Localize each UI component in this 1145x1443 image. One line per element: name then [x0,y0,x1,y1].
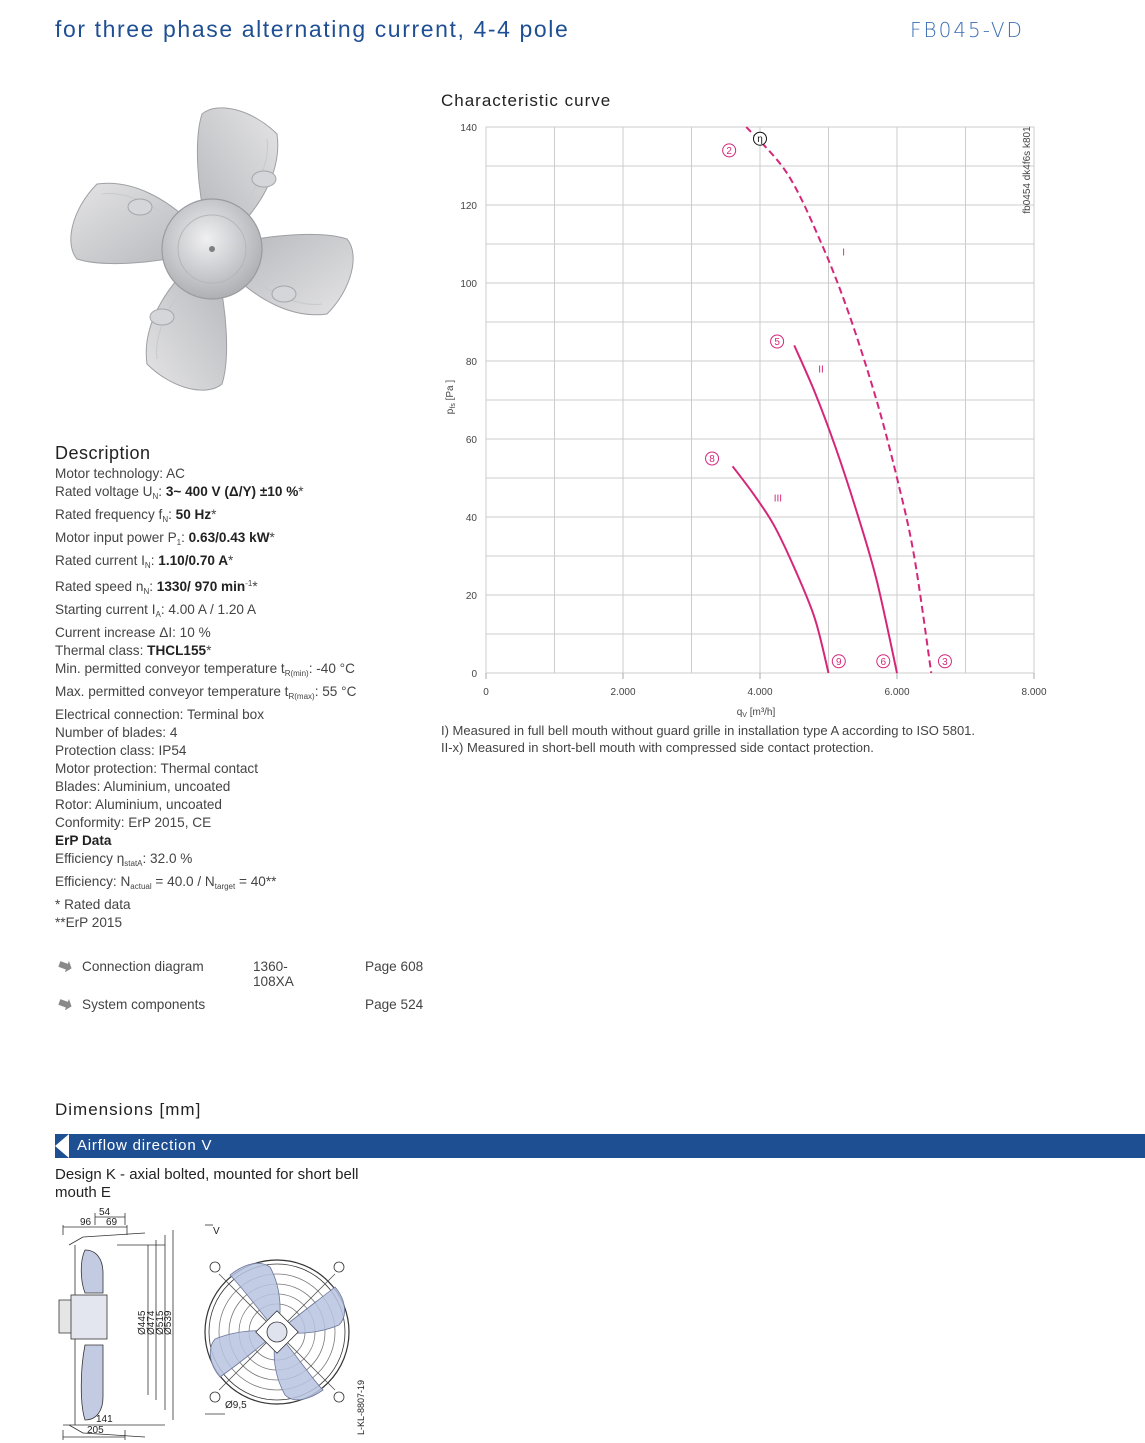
description-text: * [298,484,304,499]
reference-page[interactable]: Page 524 [365,997,424,1012]
description-row [55,796,356,814]
description-text: Rated voltage U [55,484,153,499]
reference-label: System components [82,997,206,1012]
y-axis-label: $p_{fs}$ [Pa ] [445,379,457,415]
description-text: : [150,553,159,568]
description-text: * Rated data [55,897,131,912]
description-text: 1 [176,538,182,547]
description-text: ErP Data [55,833,112,848]
description-text: 50 Hz [175,507,212,522]
y-tick-label: 40 [465,513,477,524]
description-text: : [168,507,176,522]
description-text: Protection class: IP54 [55,743,187,758]
marker-label: 6 [880,656,887,668]
chart-ticks [460,123,1047,698]
dim-474: Ø474 [146,1310,157,1335]
marker-label: η [757,134,763,146]
y-tick-label: 20 [465,591,477,602]
description-text: Max. permitted conveyor temperature t [55,684,289,699]
description-row [55,552,356,575]
description-text: Current increase ΔI: 10 % [55,625,211,640]
description-text: * [269,530,275,545]
description-row [55,742,356,760]
description-row [55,914,356,932]
dimensions-title: Dimensions [mm] [55,1100,202,1119]
description-text: N [144,561,151,570]
description-text: 1.10/0.70 A [158,553,229,568]
description-text: : [149,579,157,594]
chart-image-code: fb0454 dk4f6s k801 [1022,126,1033,214]
note-line: I) Measured in full bell mouth without guard grille in installation type A according to ISO 5801. [441,723,976,738]
description-row [55,706,356,724]
chart-grid [486,127,1034,673]
description-text: * [228,553,234,568]
description-text: : [181,530,189,545]
description-row [55,778,356,796]
description-row [55,724,356,742]
description-text: N [143,587,150,596]
y-tick-label: 60 [465,435,477,446]
y-tick-label: 0 [471,669,477,680]
description-text: Efficiency η [55,851,125,866]
description-text: Efficiency: N [55,874,131,889]
description-text: Rated frequency f [55,507,163,522]
curve-label: III [773,493,783,505]
characteristic-curve-chart [430,115,1050,720]
description-row [55,642,356,660]
description-row [55,896,356,914]
description-text: 0.63/0.43 kW [188,530,270,545]
description-text: = 40** [235,874,277,889]
page-title: for three phase alternating current, 4-4 pole [55,16,570,42]
reference-system-components[interactable] [58,997,424,1012]
description-row [55,873,356,896]
description-row [55,832,356,850]
description-row [55,814,356,832]
marker-label: 9 [835,656,842,668]
marker-label: 5 [774,337,780,348]
reference-arrow-icon [58,998,72,1010]
description-text: Motor technology: AC [55,466,185,481]
description-text: A [155,610,161,619]
reference-connection-diagram[interactable] [58,959,424,989]
description-text: statA [124,859,143,868]
description-text: R(max) [288,692,315,701]
y-tick-label: 80 [465,357,477,368]
drawing-code: L-KL-8807-19 [356,1379,366,1435]
description-row [55,575,356,601]
airflow-direction-bar [55,1134,1145,1158]
description-text: N [162,515,169,524]
airflow-direction-label: Airflow direction V [77,1137,213,1154]
dim-v: V [213,1226,220,1237]
dim-54: 54 [99,1207,111,1218]
note-line: II-x) Measured in short-bell mouth with compressed side contact protection. [441,740,874,755]
design-description: Design K - axial bolted, mounted for short bell mouth E [55,1166,359,1201]
dim-69: 69 [106,1217,118,1228]
description-row [55,529,356,552]
description-text: THCL155 [147,643,207,658]
y-tick-label: 140 [460,123,477,134]
description-text: : 55 °C [314,684,357,699]
description-text: Rotor: Aluminium, uncoated [55,797,222,812]
curve-label: II [818,364,824,376]
description-text: N [152,492,159,501]
description-text: * [252,579,258,594]
description-text: R(min) [284,669,309,678]
description-row [55,465,356,483]
y-tick-label: 100 [460,279,477,290]
dimension-drawing [55,1205,385,1443]
description-text: Number of blades: 4 [55,725,178,740]
description-row [55,660,356,683]
reference-label: Connection diagram [82,959,204,974]
description-text: : 32.0 % [142,851,193,866]
description-text: Starting current I [55,602,156,617]
x-tick-label: 2.000 [610,687,636,698]
description-text: -1 [245,579,253,588]
description-row [55,601,356,624]
curve-label: I [842,247,845,259]
dim-hole: Ø9,5 [225,1400,247,1411]
fan-product-image [55,92,370,407]
description-text: Rated speed n [55,579,144,594]
x-tick-label: 0 [483,687,489,698]
description-text: * [211,507,217,522]
description-text: Motor input power P [55,530,177,545]
x-tick-label: 6.000 [884,687,910,698]
marker-label: 3 [942,656,948,668]
description-text: target [214,882,236,891]
marker-label: 2 [726,145,732,157]
description-text: Electrical connection: Terminal box [55,707,265,722]
description-text: Motor protection: Thermal contact [55,761,258,776]
description-text: : -40 °C [308,661,355,676]
dim-141: 141 [96,1414,113,1425]
description-text: **ErP 2015 [55,915,123,930]
dim-445: Ø445 [137,1310,148,1335]
description-text: : [158,484,166,499]
reference-page[interactable]: Page 608 [365,959,424,974]
reference-code: 1360-108XA [253,959,294,989]
dim-515: Ø515 [155,1310,166,1335]
description-row [55,624,356,642]
x-tick-label: 8.000 [1021,687,1047,698]
x-tick-label: 4.000 [747,687,773,698]
description-row [55,506,356,529]
description-row [55,850,356,873]
description-text: Conformity: ErP 2015, CE [55,815,212,830]
description-text: Blades: Aluminium, uncoated [55,779,231,794]
description-text: 1330/ 970 min [156,579,246,594]
series-line-ii [794,345,897,673]
description-text: 3~ 400 V (Δ/Y) ±10 % [165,484,299,499]
description-text: = 40.0 / N [151,874,215,889]
description-text: actual [130,882,152,891]
dim-539: Ø539 [163,1310,174,1335]
model-code: FB045-VD [910,18,1024,42]
description-text: : 4.00 A / 1.20 A [160,602,257,617]
description-title: Description [55,443,151,463]
x-axis-label: $q_V$ [m³/h] [736,707,776,719]
description-row [55,760,356,778]
description-text: Thermal class: [55,643,148,658]
dim-96: 96 [80,1217,92,1228]
description-list [55,465,356,932]
description-text: Rated current I [55,553,145,568]
characteristic-curve-title: Characteristic curve [441,91,612,110]
description-text: Min. permitted conveyor temperature t [55,661,285,676]
airflow-arrow-icon [55,1134,69,1158]
y-tick-label: 120 [460,201,477,212]
chart-notes [441,722,975,756]
marker-label: 8 [709,454,715,465]
reference-arrow-icon [58,960,72,972]
dim-205: 205 [87,1425,104,1436]
description-text: * [206,643,212,658]
description-row [55,483,356,506]
description-row [55,683,356,706]
